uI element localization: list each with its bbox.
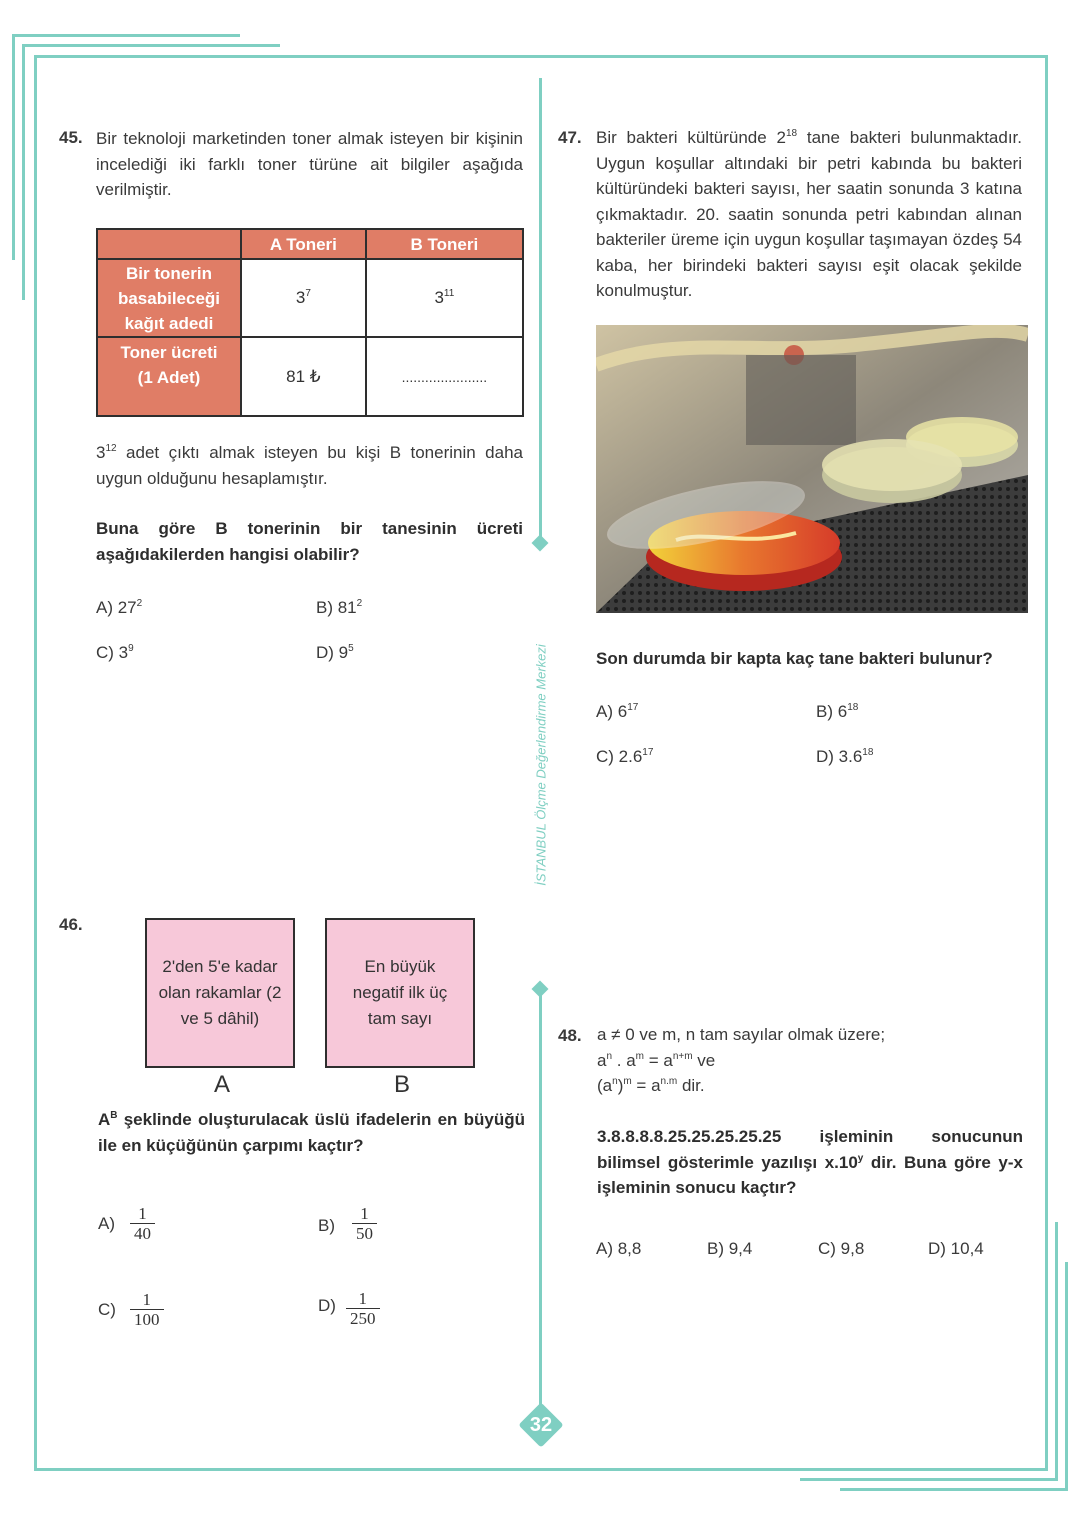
q45-table-col-b: B Toneri bbox=[366, 229, 523, 259]
frame-top-line-1 bbox=[12, 34, 240, 37]
q46-box-b-label: B bbox=[393, 1071, 410, 1098]
frame-left-line-2 bbox=[22, 44, 25, 300]
q45-statement: $3^{12}$ adet çıktı almak isteyen bu kişi B tonerinin daha uygun olduğunu hesaplamıştır. bbox=[96, 443, 523, 488]
q47-option-b[interactable]: B) $6^{18}$ bbox=[816, 702, 859, 721]
q48-rule1: $a^n$ . $a^m = a^{n+m}$ ve bbox=[597, 1051, 716, 1070]
q47-text: Bir bakteri kültüründe $2^{18}$ tane bakteri bulunmaktadır. Uygun koşullar altındaki bir petri kabında bu bakteri kültüründeki bakteri sayısı, her saatin sonunda 3 katına çıkmaktadır. 20. saatin sonunda petri kabından alınan bakteriler üreme için uygun koşullar taşımayan özdeş 54 kaba, her birindeki bakteri sayısı eşit olacak şekilde konulmuştur. bbox=[596, 128, 1022, 300]
q45-row1-label: Bir tonerin basabileceği kağıt adedi bbox=[97, 259, 241, 337]
q45-option-b[interactable]: B) $81^2$ bbox=[316, 598, 363, 617]
frame-top-line-2 bbox=[22, 44, 280, 47]
q45-number: 45. bbox=[59, 128, 83, 147]
q46-box-b-text: En büyük negatif ilk üç tam sayı bbox=[352, 957, 448, 1028]
frame-left-line-1 bbox=[12, 34, 15, 260]
q46-option-c-label[interactable]: C) bbox=[98, 1300, 116, 1319]
divider-bottom bbox=[539, 994, 542, 1406]
q48-question: 3.8.8.8.8.25.25.25.25.25 işleminin sonucunun bilimsel gösterimle yazılışı x.10$^y$ dir. Buna göre y-x işleminin sonucu kaçtır? bbox=[597, 1127, 1023, 1197]
q46-box-a-text: 2'den 5'e kadar olan rakamlar (2 ve 5 dâhil) bbox=[158, 957, 282, 1028]
q45-intro: Bir teknoloji marketinden toner almak isteyen bir kişinin incelediği iki farklı toner türüne ait bilgiler aşağıda verilmiştir. bbox=[96, 129, 523, 199]
q47-question: Son durumda bir kapta kaç tane bakteri bulunur? bbox=[596, 649, 993, 668]
q46-question: $A^B$ şeklinde oluşturulacak üslü ifadelerin en büyüğü ile en küçüğünün çarpımı kaçtır? bbox=[98, 1110, 525, 1155]
q48-option-c[interactable]: C) 9,8 bbox=[818, 1239, 865, 1258]
q48-number: 48. bbox=[558, 1026, 582, 1045]
q46-box-a-label: A bbox=[213, 1071, 230, 1098]
q48-option-b[interactable]: B) 9,4 bbox=[707, 1239, 753, 1258]
q45-row1-a: $3^7$ bbox=[241, 259, 366, 337]
petri-dish-illustration bbox=[596, 325, 1028, 613]
petri-dish-photo bbox=[596, 325, 1028, 613]
q48-option-a[interactable]: A) 8,8 bbox=[596, 1239, 642, 1258]
q45-row2-b: ...................... bbox=[366, 337, 523, 416]
q46-option-b-fraction: $\frac{1}{50}$ bbox=[352, 1205, 377, 1244]
frame-right-border bbox=[1045, 55, 1048, 1471]
divider-top bbox=[539, 78, 542, 538]
q47-number: 47. bbox=[558, 128, 582, 147]
q46-option-b-label[interactable]: B) bbox=[318, 1216, 335, 1235]
q46-option-c-fraction: $\frac{1}{100}$ bbox=[130, 1291, 164, 1330]
q46-option-a-fraction: $\frac{1}{40}$ bbox=[130, 1205, 155, 1244]
q46-option-d-fraction: $\frac{1}{250}$ bbox=[346, 1290, 380, 1329]
frame-right-line-2 bbox=[1065, 1262, 1068, 1490]
q46-box-a bbox=[145, 918, 295, 1068]
q46-number: 46. bbox=[59, 915, 83, 934]
q48-rule2: $(a^n)^m = a^{n.m}$ dir. bbox=[597, 1076, 705, 1095]
frame-left-border bbox=[34, 55, 37, 1471]
frame-bottom-line-1 bbox=[800, 1478, 1058, 1481]
frame-right-line-1 bbox=[1055, 1222, 1058, 1480]
q48-option-d[interactable]: D) 10,4 bbox=[928, 1239, 984, 1258]
q48-line1: a ≠ 0 ve m, n tam sayılar olmak üzere; bbox=[597, 1025, 886, 1044]
q45-option-d[interactable]: D) $9^5$ bbox=[316, 643, 354, 662]
q45-table-corner bbox=[97, 229, 241, 259]
q45-table-col-a: A Toneri bbox=[241, 229, 366, 259]
q45-row2-a: 81 ₺ bbox=[241, 337, 366, 416]
q46-box-b bbox=[325, 918, 475, 1068]
q46-option-d-label[interactable]: D) bbox=[318, 1296, 336, 1315]
q47-option-a[interactable]: A) $6^{17}$ bbox=[596, 702, 639, 721]
frame-bottom-line-2 bbox=[840, 1488, 1068, 1491]
q45-question: Buna göre B tonerinin bir tanesinin ücreti aşağıdakilerden hangisi olabilir? bbox=[96, 519, 523, 564]
frame-bottom-border bbox=[34, 1468, 1048, 1471]
q47-option-d[interactable]: D) $3.6^{18}$ bbox=[816, 747, 874, 766]
page-number: 32 bbox=[529, 1414, 553, 1436]
side-text: İSTANBUL Ölçme Değerlendirme Merkezi bbox=[533, 644, 549, 886]
frame-top-border bbox=[34, 55, 1048, 58]
q46-option-a-label[interactable]: A) bbox=[98, 1214, 115, 1233]
q45-row1-b: $3^{11}$ bbox=[366, 259, 523, 337]
q47-option-c[interactable]: C) $2.6^{17}$ bbox=[596, 747, 654, 766]
q45-option-a[interactable]: A) $27^2$ bbox=[96, 598, 143, 617]
q45-table bbox=[96, 228, 524, 417]
divider-diamond-top bbox=[532, 535, 549, 552]
q45-option-c[interactable]: C) $3^9$ bbox=[96, 643, 134, 662]
q45-row2-label: Toner ücreti (1 Adet) bbox=[97, 337, 241, 416]
